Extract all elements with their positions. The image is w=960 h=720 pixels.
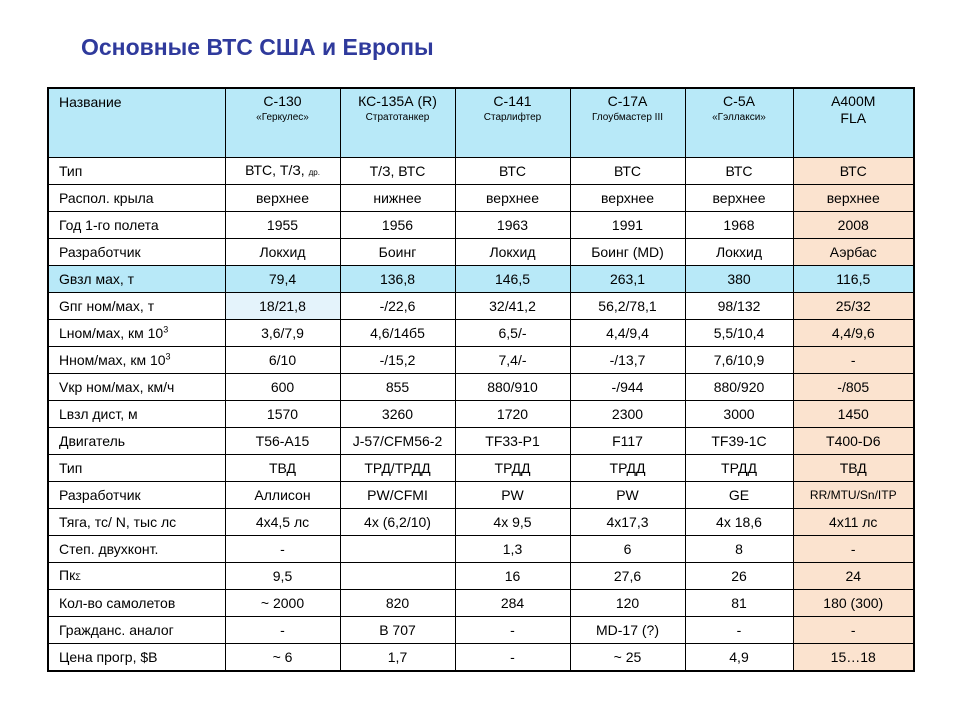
table-cell: 1956 [340, 212, 455, 239]
row-label: Кол-во самолетов [48, 590, 225, 617]
table-cell: Т/З, ВТС [340, 158, 455, 185]
table-row [48, 590, 914, 617]
row-label: Гражданс. аналог [48, 617, 225, 644]
table-row [48, 158, 914, 185]
table-cell: TF33-P1 [455, 428, 570, 455]
table-cell: ~ 25 [570, 644, 685, 672]
table-cell: 855 [340, 374, 455, 401]
table-cell: 4,9 [685, 644, 793, 672]
table-cell: 1720 [455, 401, 570, 428]
table-cell: 4х17,3 [570, 509, 685, 536]
table-cell: 4х11 лс [793, 509, 914, 536]
table-cell: 284 [455, 590, 570, 617]
table-cell: 3,6/7,9 [225, 320, 340, 347]
table-cell: ТРД/ТРДД [340, 455, 455, 482]
table-cell: ВТС [685, 158, 793, 185]
table-cell: 32/41,2 [455, 293, 570, 320]
table-cell: В 707 [340, 617, 455, 644]
row-label: Gвзл мах, т [48, 266, 225, 293]
aircraft-nickname: «Гэллакси» [712, 112, 766, 123]
table-cell: 4х 9,5 [455, 509, 570, 536]
table-row [48, 401, 914, 428]
row-label: Разработчик [48, 482, 225, 509]
table-cell: 9,5 [225, 563, 340, 590]
header-label-cell [48, 88, 225, 158]
table-cell: - [793, 347, 914, 374]
table-cell: 6/10 [225, 347, 340, 374]
table-cell: 1450 [793, 401, 914, 428]
table-cell: 18/21,8 [225, 293, 340, 320]
row-label: Lвзл дист, м [48, 401, 225, 428]
table-cell: верхнее [225, 185, 340, 212]
table-cell: ВТС [455, 158, 570, 185]
row-label: Нном/мах, км $10^3$ [48, 347, 225, 374]
table-cell: MD-17 (?) [570, 617, 685, 644]
aircraft-nickname: Глоубмастер III [591, 112, 663, 123]
table-cell: 6,5/- [455, 320, 570, 347]
table-cell: -/22,6 [340, 293, 455, 320]
table-row [48, 320, 914, 347]
header-row [48, 88, 914, 158]
table-cell: Локхид [455, 239, 570, 266]
table-cell: ВТС [570, 158, 685, 185]
table-row [48, 185, 914, 212]
table-cell: 180 (300) [793, 590, 914, 617]
superscript: 3 [165, 351, 171, 362]
table-cell: GE [685, 482, 793, 509]
table-cell: - [455, 617, 570, 644]
table-cell: 146,5 [455, 266, 570, 293]
row-label: Цена прогр, $B [48, 644, 225, 672]
slide-title: Основные ВТС США и Европы [81, 34, 434, 60]
aircraft-name: С-5А [723, 93, 755, 109]
table-cell: 1963 [455, 212, 570, 239]
table-cell: 15…18 [793, 644, 914, 672]
row-label: Тип [48, 158, 225, 185]
table-cell: 25/32 [793, 293, 914, 320]
table-cell: 1968 [685, 212, 793, 239]
table-cell: PW/CFMI [340, 482, 455, 509]
aircraft-nickname: Стратотанкер [365, 112, 430, 123]
table-row [48, 644, 914, 672]
table-cell: 380 [685, 266, 793, 293]
header-cell-c130 [225, 88, 340, 158]
table-cell: J-57/CFM56-2 [340, 428, 455, 455]
table-cell: 3260 [340, 401, 455, 428]
table-cell: 1570 [225, 401, 340, 428]
table-row [48, 509, 914, 536]
table-cell: - [793, 536, 914, 563]
table-cell: TF39-1C [685, 428, 793, 455]
table-cell: Локхид [685, 239, 793, 266]
table-cell: - [225, 536, 340, 563]
header-label: Название [59, 94, 122, 110]
table-cell: Аллисон [225, 482, 340, 509]
aircraft-name: С-141 [493, 93, 532, 109]
table-cell: 98/132 [685, 293, 793, 320]
table-cell: 1,3 [455, 536, 570, 563]
row-label: Vкр ном/мах, км/ч [48, 374, 225, 401]
cell-note: др. [308, 167, 320, 177]
table-cell: 880/910 [455, 374, 570, 401]
aircraft-nickname: Старлифтер [483, 112, 542, 123]
table-cell: 27,6 [570, 563, 685, 590]
table-row [48, 374, 914, 401]
table-row [48, 482, 914, 509]
aircraft-name: А400М [831, 93, 876, 109]
table-cell: ТВД [793, 455, 914, 482]
table-cell [340, 536, 455, 563]
aircraft-name: С-130 [263, 93, 302, 109]
table-row [48, 617, 914, 644]
aircraft-nickname: FLA [840, 110, 867, 126]
header-cell-c141 [455, 88, 570, 158]
table-cell: 4,4/9,6 [793, 320, 914, 347]
table-cell: - [225, 617, 340, 644]
row-label: Двигатель [48, 428, 225, 455]
table-cell: Аэрбас [793, 239, 914, 266]
table-cell: 1955 [225, 212, 340, 239]
table-cell: 6 [570, 536, 685, 563]
table-cell: 1,7 [340, 644, 455, 672]
table-row [48, 293, 914, 320]
table-row [48, 428, 914, 455]
table-cell: -/13,7 [570, 347, 685, 374]
row-label: ПкΣ [48, 563, 225, 590]
table-cell: 4,4/9,4 [570, 320, 685, 347]
table-cell: ТВД [225, 455, 340, 482]
table-cell: 2300 [570, 401, 685, 428]
table-cell: 4х 18,6 [685, 509, 793, 536]
table-cell: ТРДД [570, 455, 685, 482]
table-cell: PW [570, 482, 685, 509]
table-cell: 8 [685, 536, 793, 563]
row-label: Lном/мах, км $10^3$ [48, 320, 225, 347]
row-label: Распол. крыла [48, 185, 225, 212]
table-cell: -/944 [570, 374, 685, 401]
row-label: Gпг ном/мах, т [48, 293, 225, 320]
table-cell: 820 [340, 590, 455, 617]
table-cell: 3000 [685, 401, 793, 428]
table-cell: RR/MTU/Sn/ITP [793, 482, 914, 509]
table-row [48, 536, 914, 563]
table-cell: F117 [570, 428, 685, 455]
table-cell: 2008 [793, 212, 914, 239]
table-cell: T400-D6 [793, 428, 914, 455]
table-cell: 136,8 [340, 266, 455, 293]
table-cell: 26 [685, 563, 793, 590]
table-cell: ТРДД [685, 455, 793, 482]
table-cell: 16 [455, 563, 570, 590]
table-cell: Боинг (MD) [570, 239, 685, 266]
table-row [48, 455, 914, 482]
table-cell: верхнее [685, 185, 793, 212]
aircraft-name: С-17А [607, 93, 648, 109]
table-cell: - [793, 617, 914, 644]
table-cell: 56,2/78,1 [570, 293, 685, 320]
aircraft-name: КС-135А (R) [358, 93, 437, 109]
table-cell: 81 [685, 590, 793, 617]
table-cell: ВТС [793, 158, 914, 185]
aircraft-nickname: «Геркулес» [256, 112, 309, 123]
row-label: Тип [48, 455, 225, 482]
sigma-symbol: Σ [75, 572, 81, 582]
table-cell: 263,1 [570, 266, 685, 293]
table-cell: 7,6/10,9 [685, 347, 793, 374]
table-cell: нижнее [340, 185, 455, 212]
table-cell: ВТС, Т/З, др. [225, 158, 340, 185]
header-cell-c17 [570, 88, 685, 158]
row-label: Год 1-го полета [48, 212, 225, 239]
table-cell: -/805 [793, 374, 914, 401]
table-cell [340, 563, 455, 590]
superscript: 3 [163, 324, 169, 335]
table-cell: 24 [793, 563, 914, 590]
table-cell: Боинг [340, 239, 455, 266]
table-cell: 116,5 [793, 266, 914, 293]
table-cell: 4х (6,2/10) [340, 509, 455, 536]
row-label: Тяга, тс/ N, тыс лс [48, 509, 225, 536]
table-row-highlighted [48, 266, 914, 293]
aircraft-spec-table [47, 87, 915, 672]
table-cell: 5,5/10,4 [685, 320, 793, 347]
table-cell: 1991 [570, 212, 685, 239]
table-cell: верхнее [570, 185, 685, 212]
table-cell: 7,4/- [455, 347, 570, 374]
table-cell: 120 [570, 590, 685, 617]
table-cell: 600 [225, 374, 340, 401]
table-cell: верхнее [793, 185, 914, 212]
table-cell: 79,4 [225, 266, 340, 293]
header-cell-a400m [793, 88, 914, 158]
header-cell-kc135 [340, 88, 455, 158]
table-cell: 880/920 [685, 374, 793, 401]
table-cell: - [685, 617, 793, 644]
table-cell: ~ 6 [225, 644, 340, 672]
row-label: Разработчик [48, 239, 225, 266]
table-row [48, 563, 914, 590]
header-cell-c5 [685, 88, 793, 158]
table-cell: Т56-А15 [225, 428, 340, 455]
table-cell: ~ 2000 [225, 590, 340, 617]
row-label: Степ. двухконт. [48, 536, 225, 563]
table-row [48, 239, 914, 266]
table-cell: 4,6/14б5 [340, 320, 455, 347]
table-cell: ТРДД [455, 455, 570, 482]
table-row [48, 212, 914, 239]
table-cell: PW [455, 482, 570, 509]
table-row [48, 347, 914, 374]
table-cell: - [455, 644, 570, 672]
table-cell: 4х4,5 лс [225, 509, 340, 536]
table-cell: верхнее [455, 185, 570, 212]
table-cell: Локхид [225, 239, 340, 266]
table-cell: -/15,2 [340, 347, 455, 374]
